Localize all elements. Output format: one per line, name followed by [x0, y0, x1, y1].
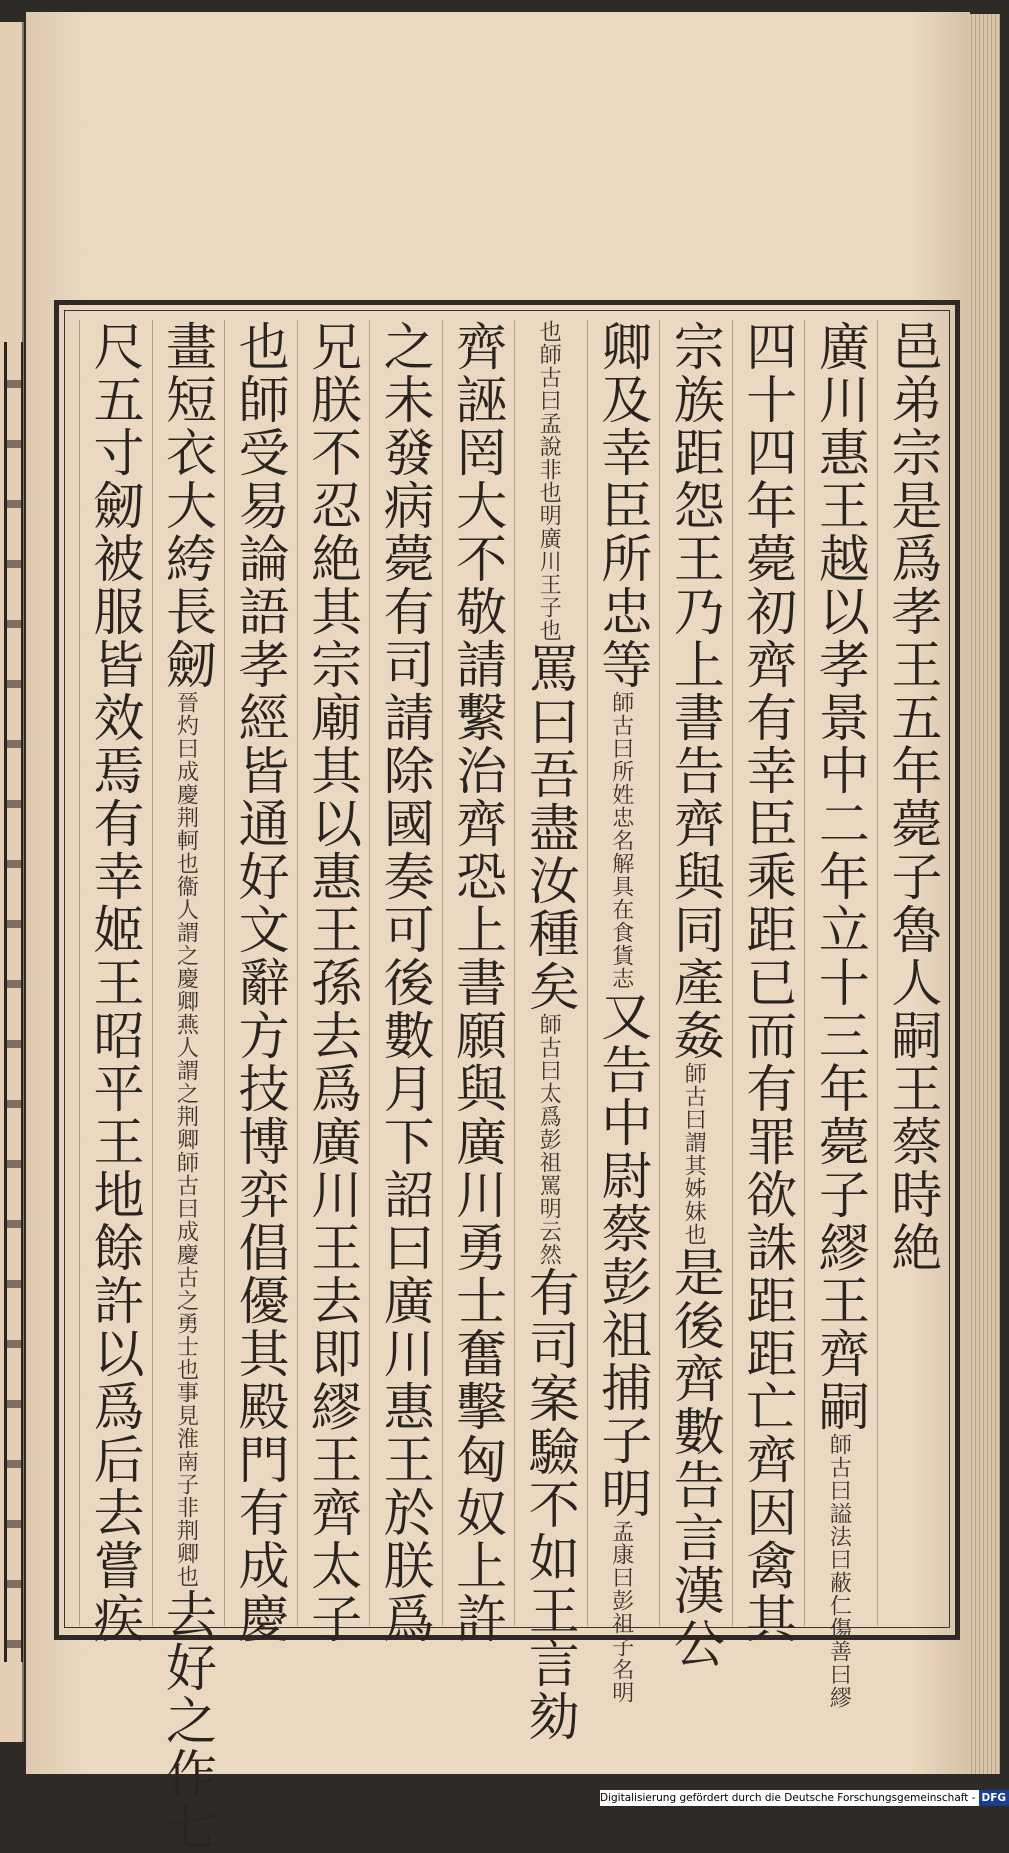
text-column-1	[877, 320, 945, 1626]
main-text: 之未發病薨有司請除國奏可後數月下詔曰廣川惠王於朕爲	[374, 320, 434, 1645]
main-text: 卿及幸臣所忠等	[591, 320, 651, 691]
left-page-text-fragment	[4, 342, 23, 1662]
text-column-11	[152, 320, 220, 1853]
commentary-note: 也師古曰孟說非也明廣川王子也	[536, 320, 562, 642]
text-column-9	[297, 320, 365, 1645]
main-text: 畫短衣大絝長劒	[156, 320, 216, 691]
dfg-logo: DFG	[979, 1790, 1009, 1806]
left-page-edge	[0, 22, 24, 1742]
text-column-5	[587, 320, 655, 1704]
commentary-note: 師古曰所姓忠名解具在食貨志	[608, 691, 634, 990]
main-text: 四十四年薨初齊有幸臣乘距已而有罪欲誅距距亡齊因禽其	[736, 320, 796, 1645]
text-column-12	[79, 320, 147, 1645]
text-column-2	[804, 320, 872, 1709]
commentary-note: 晉灼曰成慶荆軻也衞人謂之慶卿燕人謂之荆卿師古曰成慶古之勇士也事見淮南子非荆卿也	[173, 691, 199, 1588]
text-column-4	[659, 320, 727, 1670]
main-text: 罵曰吾盡汝種矣	[519, 642, 579, 1013]
commentary-note: 師古曰太爲彭祖罵明云然	[536, 1013, 562, 1266]
credit-text: Digitalisierung gefördert durch die Deutsche Forschungsgemeinschaft -	[600, 1792, 976, 1804]
commentary-note: 孟康曰彭祖子名明	[608, 1520, 634, 1704]
page-stack-edge	[968, 14, 1000, 1774]
digitization-credit	[600, 1790, 1007, 1806]
main-text: 宗族距怨王乃上書告齊與同產姦	[664, 320, 724, 1062]
text-column-10	[224, 320, 292, 1645]
main-text: 邑弟宗是爲孝王五年薨子魯人嗣王蔡時絶	[881, 320, 941, 1274]
text-column-3	[732, 320, 800, 1645]
main-text: 齊誣罔大不敬請繫治齊恐上書願與廣川勇士奮擊匈奴上許	[446, 320, 506, 1645]
text-column-6	[514, 320, 582, 1743]
commentary-note: 師古曰謂其姊妹也	[681, 1062, 707, 1246]
main-text: 有司案驗不如王言劾	[519, 1266, 579, 1743]
commentary-note: 師古曰謚法曰蔽仁傷善曰繆	[826, 1433, 852, 1709]
text-column-7	[442, 320, 510, 1645]
main-text: 又告中尉蔡彭祖捕子明	[591, 990, 651, 1520]
main-text: 尺五寸劒被服皆效焉有幸姬王昭平王地餘許以爲后去嘗疾	[84, 320, 143, 1645]
main-text: 也師受易論語孝經皆通好文辭方技博弈倡優其殿門有成慶	[229, 320, 289, 1645]
main-text: 兄朕不忍絶其宗廟其以惠王孫去爲廣川王去即繆王齊太子	[301, 320, 361, 1645]
main-text: 是後齊數告言漢公	[664, 1246, 724, 1670]
main-text: 去好之作七	[156, 1588, 216, 1853]
text-column-8	[369, 320, 437, 1645]
main-text: 廣川惠王越以孝景中二年立十三年薨子繆王齊嗣	[809, 320, 869, 1433]
